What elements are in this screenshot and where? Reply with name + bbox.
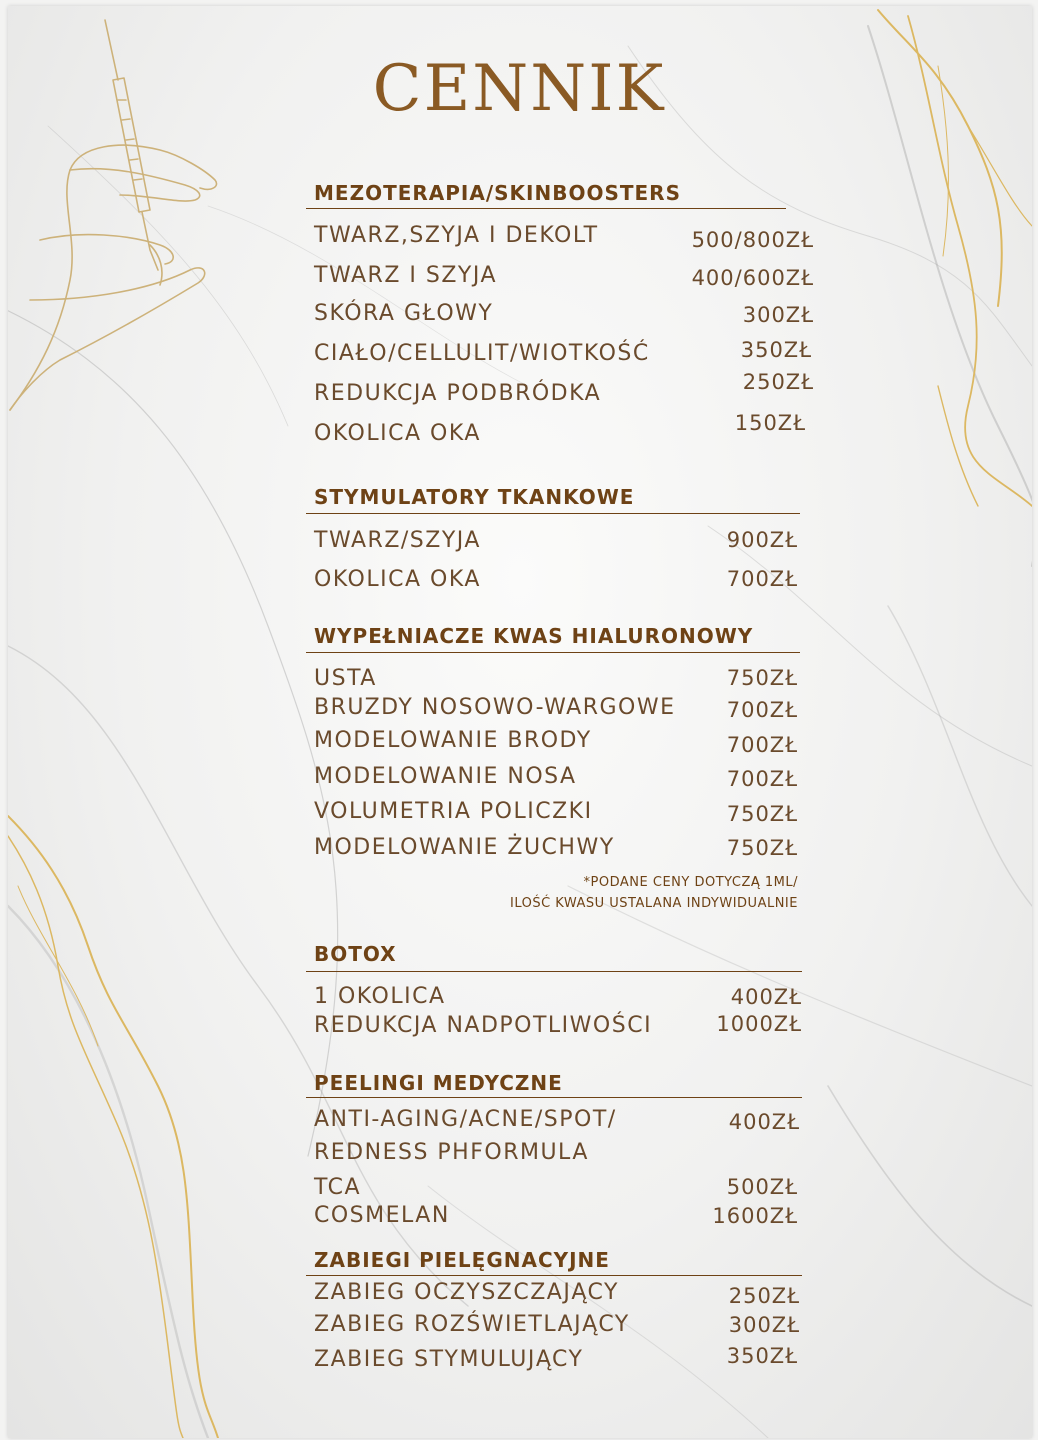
list-item-price: 750ZŁ — [726, 836, 798, 860]
section-divider — [306, 1097, 802, 1098]
list-item-price: 250ZŁ — [728, 1284, 800, 1308]
list-item-price: 350ZŁ — [740, 338, 812, 362]
price-note-line-2: ILOŚĆ KWASU USTALANA INDYWIDUALNIE — [509, 896, 798, 911]
section-heading-peelingi: PEELINGI MEDYCZNE — [314, 1071, 563, 1095]
list-item-name: REDUKCJA PODBRÓDKA — [314, 381, 602, 406]
list-item-price: 1600ZŁ — [712, 1204, 798, 1228]
list-item-name: ZABIEG ROZŚWIETLAJĄCY — [314, 1312, 630, 1337]
section-divider — [306, 208, 786, 209]
list-item-price: 400ZŁ — [728, 1110, 800, 1134]
list-item-price: 750ZŁ — [726, 666, 798, 690]
list-item-name: COSMELAN — [314, 1203, 450, 1228]
list-item-name: ZABIEG STYMULUJĄCY — [314, 1347, 584, 1372]
list-item-name: BRUZDY NOSOWO-WARGOWE — [314, 695, 676, 720]
list-item-price: 700ZŁ — [726, 698, 798, 722]
list-item-name: REDNESS PHFORMULA — [314, 1140, 589, 1165]
list-item-name: USTA — [314, 666, 377, 691]
section-heading-zabiegi: ZABIEGI PIELĘGNACYJNE — [314, 1248, 610, 1272]
list-item-name: ANTI-AGING/ACNE/SPOT/ — [314, 1107, 617, 1132]
list-item-name: CIAŁO/CELLULIT/WIOTKOŚĆ — [314, 341, 650, 366]
section-heading-mezoterapia: MEZOTERAPIA/SKINBOOSTERS — [314, 181, 681, 205]
section-divider — [306, 1275, 802, 1276]
list-item-price: 300ZŁ — [742, 303, 814, 327]
list-item-name: MODELOWANIE ŻUCHWY — [314, 835, 615, 860]
list-item-price: 250ZŁ — [742, 370, 814, 394]
list-item-price: 700ZŁ — [726, 567, 798, 591]
list-item-name: TWARZ,SZYJA I DEKOLT — [314, 223, 599, 248]
list-item-name: MODELOWANIE BRODY — [314, 728, 592, 753]
list-item-name: TWARZ/SZYJA — [314, 528, 481, 553]
section-heading-botox: BOTOX — [314, 942, 397, 966]
price-note-line-1: *PODANE CENY DOTYCZĄ 1ML/ — [583, 875, 798, 890]
list-item-name: OKOLICA OKA — [314, 421, 481, 446]
list-item-price: 900ZŁ — [726, 528, 798, 552]
section-heading-stymulatory: STYMULATORY TKANKOWE — [314, 485, 635, 509]
list-item-price: 700ZŁ — [726, 767, 798, 791]
list-item-name: MODELOWANIE NOSA — [314, 764, 577, 789]
section-divider — [306, 513, 800, 514]
list-item-price: 750ZŁ — [726, 802, 798, 826]
list-item-name: ZABIEG OCZYSZCZAJĄCY — [314, 1280, 619, 1305]
list-item-name: 1 OKOLICA — [314, 984, 446, 1009]
list-item-name: VOLUMETRIA POLICZKI — [314, 799, 593, 824]
list-item-name: SKÓRA GŁOWY — [314, 301, 494, 326]
list-item-price: 400/600ZŁ — [691, 266, 814, 290]
list-item-price: 1000ZŁ — [716, 1012, 802, 1036]
page-title: CENNIK — [372, 52, 666, 126]
list-item-name: TCA — [314, 1175, 362, 1200]
list-item-price: 150ZŁ — [734, 411, 806, 435]
list-item-price: 500/800ZŁ — [691, 228, 814, 252]
list-item-price: 350ZŁ — [726, 1344, 798, 1368]
section-heading-wypelniacze: WYPEŁNIACZE KWAS HIALURONOWY — [314, 624, 754, 648]
list-item-name: OKOLICA OKA — [314, 567, 481, 592]
list-item-price: 700ZŁ — [726, 733, 798, 757]
list-item-price: 400ZŁ — [730, 985, 802, 1009]
section-divider — [306, 971, 802, 972]
list-item-price: 300ZŁ — [728, 1313, 800, 1337]
list-item-name: REDUKCJA NADPOTLIWOŚCI — [314, 1013, 653, 1038]
list-item-price: 500ZŁ — [726, 1175, 798, 1199]
section-divider — [306, 652, 800, 653]
list-item-name: TWARZ I SZYJA — [314, 263, 497, 288]
